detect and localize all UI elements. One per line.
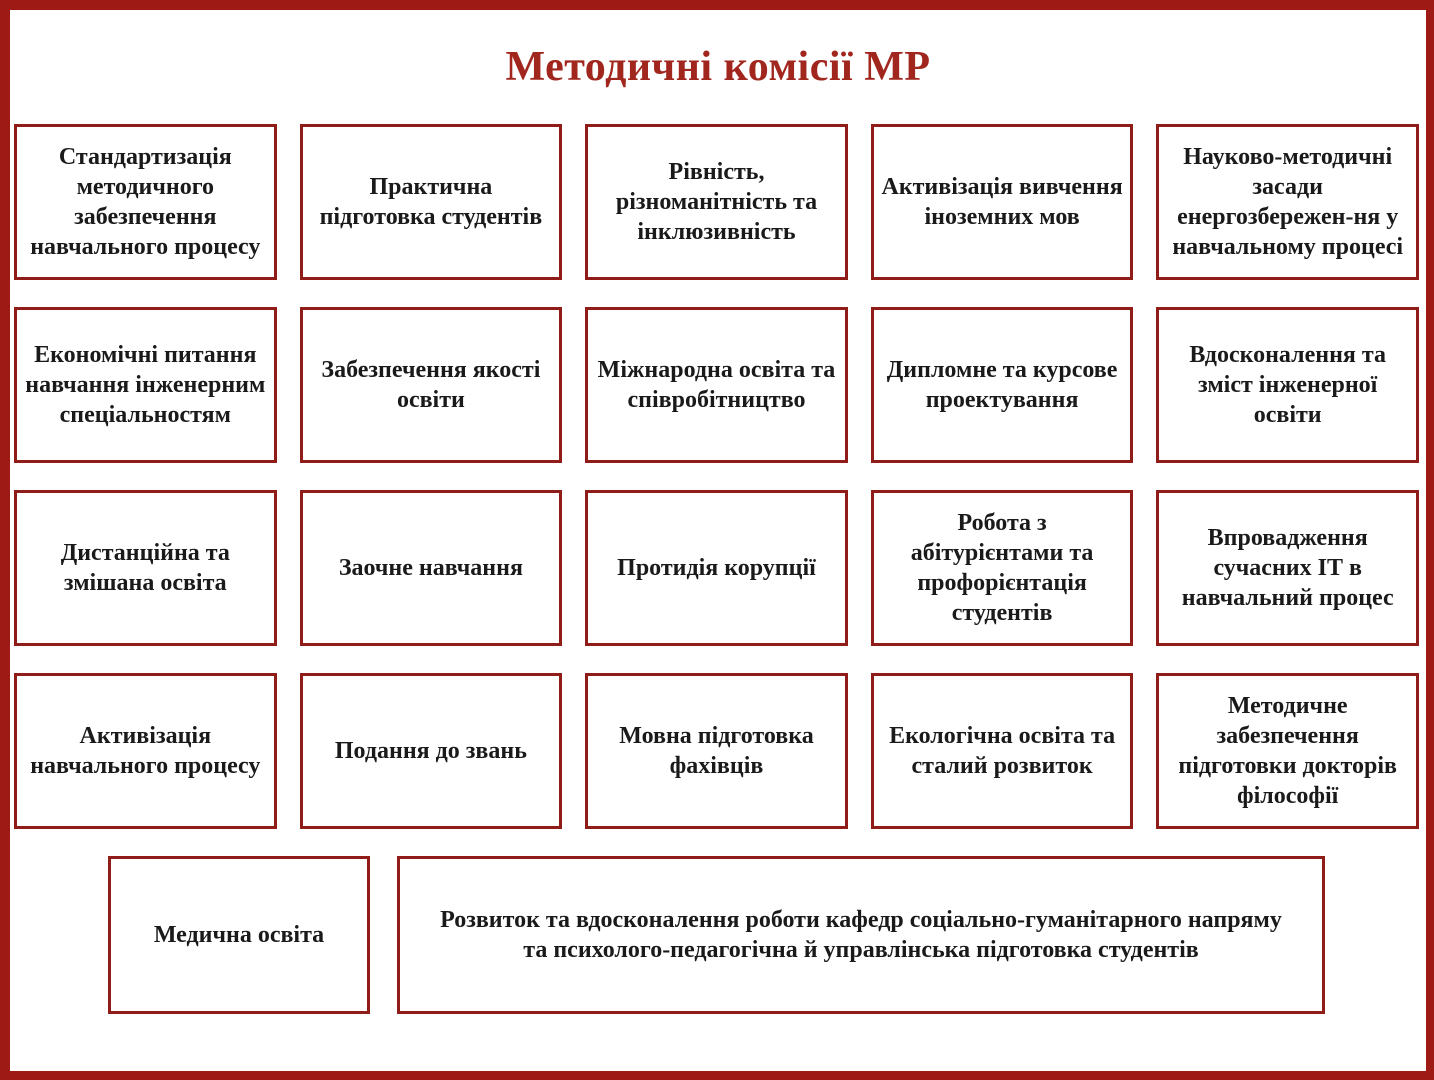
commission-box: Економічні питання навчання інженерним спеціальностям bbox=[14, 307, 277, 463]
commission-box: Протидія корупції bbox=[585, 490, 848, 646]
commission-box: Активізація навчального процесу bbox=[14, 673, 277, 829]
commission-box: Забезпечення якості освіти bbox=[300, 307, 563, 463]
commission-box: Мовна підготовка фахівців bbox=[585, 673, 848, 829]
commission-box: Медична освіта bbox=[108, 856, 370, 1014]
commission-box: Рівність, різноманітність та інклюзивність bbox=[585, 124, 848, 280]
page-title: Методичні комісії МР bbox=[505, 44, 931, 90]
commission-box: Дистанційна та змішана освіта bbox=[14, 490, 277, 646]
commission-box: Методичне забезпечення підготовки докторів філософії bbox=[1156, 673, 1419, 829]
commission-box: Міжнародна освіта та співробітництво bbox=[585, 307, 848, 463]
header bbox=[10, 10, 1426, 124]
commission-box: Дипломне та курсове проектування bbox=[871, 307, 1134, 463]
commission-grid bbox=[14, 124, 1419, 829]
commission-box: Впровадження сучасних ІТ в навчальний процес bbox=[1156, 490, 1419, 646]
commission-box: Практична підготовка студентів bbox=[300, 124, 563, 280]
bottom-row bbox=[108, 856, 1426, 1014]
commission-box: Розвиток та вдосконалення роботи кафедр соціально-гуманітарного напряму та психолого-педагогічна й управлінська підготовка студентів bbox=[397, 856, 1325, 1014]
commission-box: Вдосконалення та зміст інженерної освіти bbox=[1156, 307, 1419, 463]
commission-box: Подання до звань bbox=[300, 673, 563, 829]
commission-box: Екологічна освіта та сталий розвиток bbox=[871, 673, 1134, 829]
commission-box: Стандартизація методичного забезпечення навчального процесу bbox=[14, 124, 277, 280]
commission-box: Науково-методичні засади енергозбережен-ня у навчальному процесі bbox=[1156, 124, 1419, 280]
commission-box: Активізація вивчення іноземних мов bbox=[871, 124, 1134, 280]
commission-box: Заочне навчання bbox=[300, 490, 563, 646]
commission-box: Робота з абітурієнтами та профорієнтація студентів bbox=[871, 490, 1134, 646]
